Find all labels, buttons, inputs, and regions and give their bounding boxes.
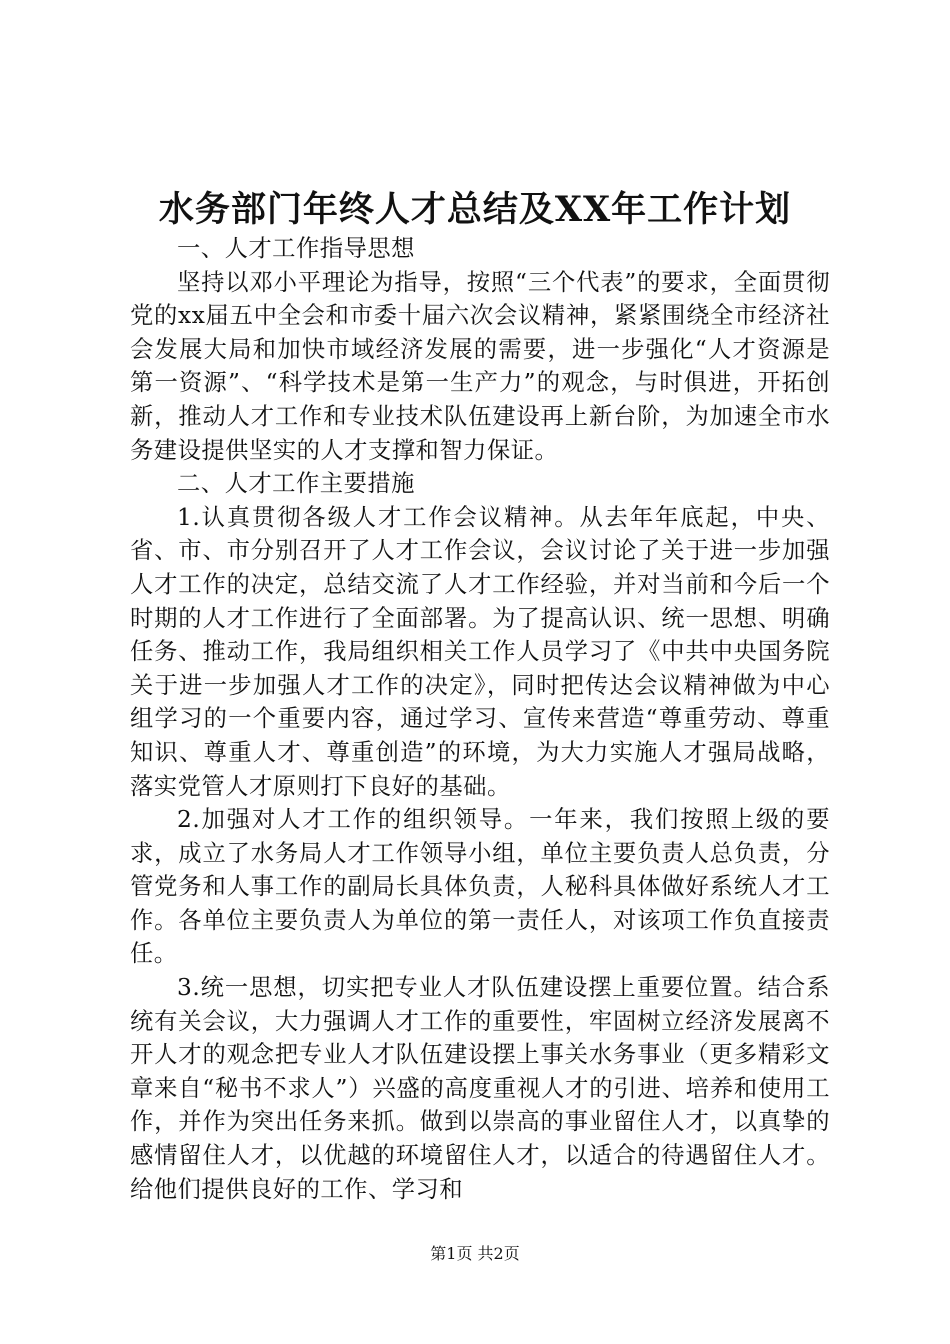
section-heading: 一、人才工作指导思想: [177, 235, 415, 262]
document-body: [130, 232, 830, 1206]
section-heading: 二、人才工作主要措施: [177, 470, 415, 498]
page-footer: 第1页 共2页: [430, 1244, 520, 1263]
paragraph: 3.统一思想，切实把专业人才队伍建设摆上重要位置。结合系统有关会议，大力强调人才工作的重要性，牢固树立经济发展离不开人才的观念把专业人才队伍建设摆上事关水务事业（更多精彩文章来自“秘书不求人”）兴盛的高度重视人才的引进、培养和使用工作，并作为突出任务来抓。做到以崇高的事业留住人才，以真挚的感情留住人才，以优越的环境留住人才，以适合的待遇留住人才。给他们提供良好的工作、学习和: [130, 974, 830, 1203]
paragraph: 1.认真贯彻各级人才工作会议精神。从去年年底起，中央、省、市、市分别召开了人才工作会议，会议讨论了关于进一步加强人才工作的决定，总结交流了人才工作经验，并对当前和今后一个时期的人才工作进行了全面部署。为了提高认识、统一思想、明确任务、推动工作，我局组织相关工作人员学习了《中共中央国务院关于进一步加强人才工作的决定》，同时把传达会议精神做为中心组学习的一个重要内容，通过学习、宣传来营造“尊重劳动、尊重知识、尊重人才、尊重创造”的环境，为大力实施人才强局战略，落实党管人才原则打下良好的基础。: [130, 503, 830, 800]
paragraph: 坚持以邓小平理论为指导，按照“三个代表”的要求，全面贯彻党的xx届五中全会和市委十届六次会议精神，紧紧围绕全市经济社会发展大局和加快市域经济发展的需要，进一步强化“人才资源是第一资源”、“科学技术是第一生产力”的观念，与时俱进，开拓创新，推动人才工作和专业技术队伍建设再上新台阶，为加速全市水务建设提供坚实的人才支撑和智力保证。: [130, 268, 830, 464]
document-title: 水务部门年终人才总结及XX年工作计划: [158, 189, 792, 230]
paragraph: 2.加强对人才工作的组织领导。一年来，我们按照上级的要求，成立了水务局人才工作领导小组，单位主要负责人总负责，分管党务和人事工作的副局长具体负责，人秘科具体做好系统人才工作。各单位主要负责人为单位的第一责任人，对该项工作负直接责任。: [130, 806, 830, 968]
